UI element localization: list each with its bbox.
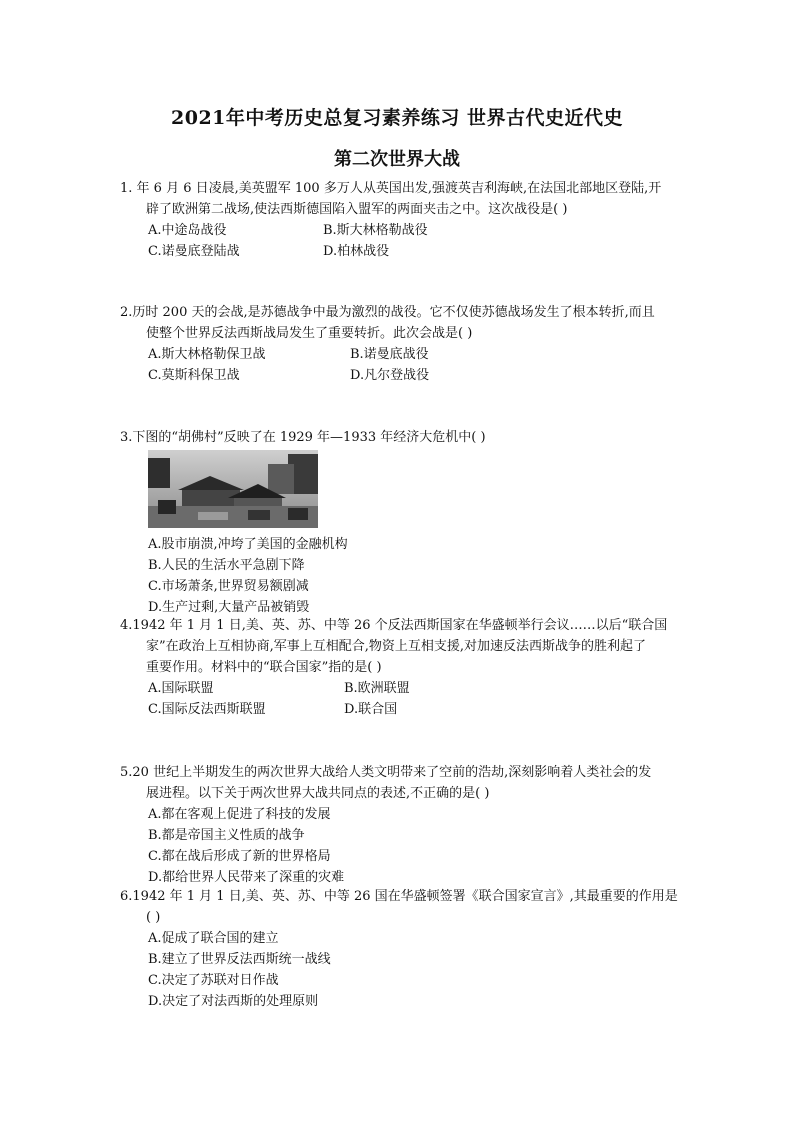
option-a: A.都在客观上促进了科技的发展 (148, 807, 331, 822)
option-d: D.凡尔登战役 (350, 368, 430, 383)
question-1-options (148, 220, 700, 262)
question-3 (120, 427, 700, 618)
question-3-line-1: 3.下图的“胡佛村”反映了在 1929 年—1933 年经济大危机中( ) (120, 430, 486, 445)
question-4-line-3: 重要作用。材料中的“联合国家”指的是( ) (146, 660, 382, 675)
question-5 (120, 762, 700, 888)
option-d: D.决定了对法西斯的处理原则 (148, 994, 319, 1009)
option-d: D.联合国 (344, 702, 398, 717)
document-title: 2021年中考历史总复习素养练习 世界古代史近代史 (171, 107, 623, 129)
hooverville-photo (148, 450, 318, 528)
option-c: C.决定了苏联对日作战 (148, 973, 279, 988)
question-2-options (148, 344, 700, 386)
question-6-line-2: ( ) (146, 910, 161, 925)
question-6-line-1: 6.1942 年 1 月 1 日,美、英、苏、中等 26 国在华盛顿签署《联合国家宣言》,其最重要的作用是 (120, 889, 678, 904)
question-5-options (148, 804, 700, 888)
question-1-line-2: 辟了欧洲第二战场,使法西斯德国陷入盟军的两面夹击之中。这次战役是( ) (146, 202, 568, 217)
option-a: A.中途岛战役 (148, 223, 227, 238)
question-2 (120, 302, 700, 386)
option-b: B.欧洲联盟 (344, 681, 410, 696)
question-3-options (148, 534, 700, 618)
option-a: A.股市崩溃,冲垮了美国的金融机构 (148, 537, 348, 552)
option-c: C.国际反法西斯联盟 (148, 702, 266, 717)
option-c: C.都在战后形成了新的世界格局 (148, 849, 331, 864)
option-a: A.促成了联合国的建立 (148, 931, 279, 946)
option-d: D.生产过剩,大量产品被销毁 (148, 600, 310, 615)
question-4-options (148, 678, 700, 720)
option-b: B.斯大林格勒战役 (323, 223, 428, 238)
question-4 (120, 615, 700, 720)
option-c: C.莫斯科保卫战 (148, 368, 240, 383)
question-1-line-1: 1. 年 6 月 6 日凌晨,美英盟军 100 多万人从英国出发,强渡英吉利海峡,在法国北部地区登陆,开 (120, 181, 662, 196)
hooverville-photo-icon (148, 450, 318, 528)
question-2-line-1: 2.历时 200 天的会战,是苏德战争中最为激烈的战役。它不仅使苏德战场发生了根本转折,而且 (120, 305, 655, 320)
option-c: C.市场萧条,世界贸易额剧减 (148, 579, 309, 594)
option-a: A.斯大林格勒保卫战 (148, 347, 266, 362)
option-d: D.柏林战役 (323, 244, 390, 259)
option-b: B.建立了世界反法西斯统一战线 (148, 952, 331, 967)
question-4-line-2: 家”在政治上互相协商,军事上互相配合,物资上互相支援,对加速反法西斯战争的胜利起了 (146, 639, 647, 654)
question-6-options (148, 928, 700, 1012)
question-1 (120, 178, 700, 262)
question-5-line-1: 5.20 世纪上半期发生的两次世界大战给人类文明带来了空前的浩劫,深刻影响着人类社会的发 (120, 765, 652, 780)
option-b: B.人民的生活水平急剧下降 (148, 558, 305, 573)
question-5-line-2: 展进程。以下关于两次世界大战共同点的表述,不正确的是( ) (146, 786, 490, 801)
question-6 (120, 886, 700, 1012)
option-b: B.都是帝国主义性质的战争 (148, 828, 305, 843)
option-b: B.诺曼底战役 (350, 347, 429, 362)
option-c: C.诺曼底登陆战 (148, 244, 240, 259)
option-a: A.国际联盟 (148, 681, 214, 696)
question-4-line-1: 4.1942 年 1 月 1 日,美、英、苏、中等 26 个反法西斯国家在华盛顿举行会议……以后“联合国 (120, 618, 668, 633)
document-subtitle: 第二次世界大战 (334, 149, 460, 170)
question-2-line-2: 使整个世界反法西斯战局发生了重要转折。此次会战是( ) (146, 326, 473, 341)
option-d: D.都给世界人民带来了深重的灾难 (148, 870, 345, 885)
